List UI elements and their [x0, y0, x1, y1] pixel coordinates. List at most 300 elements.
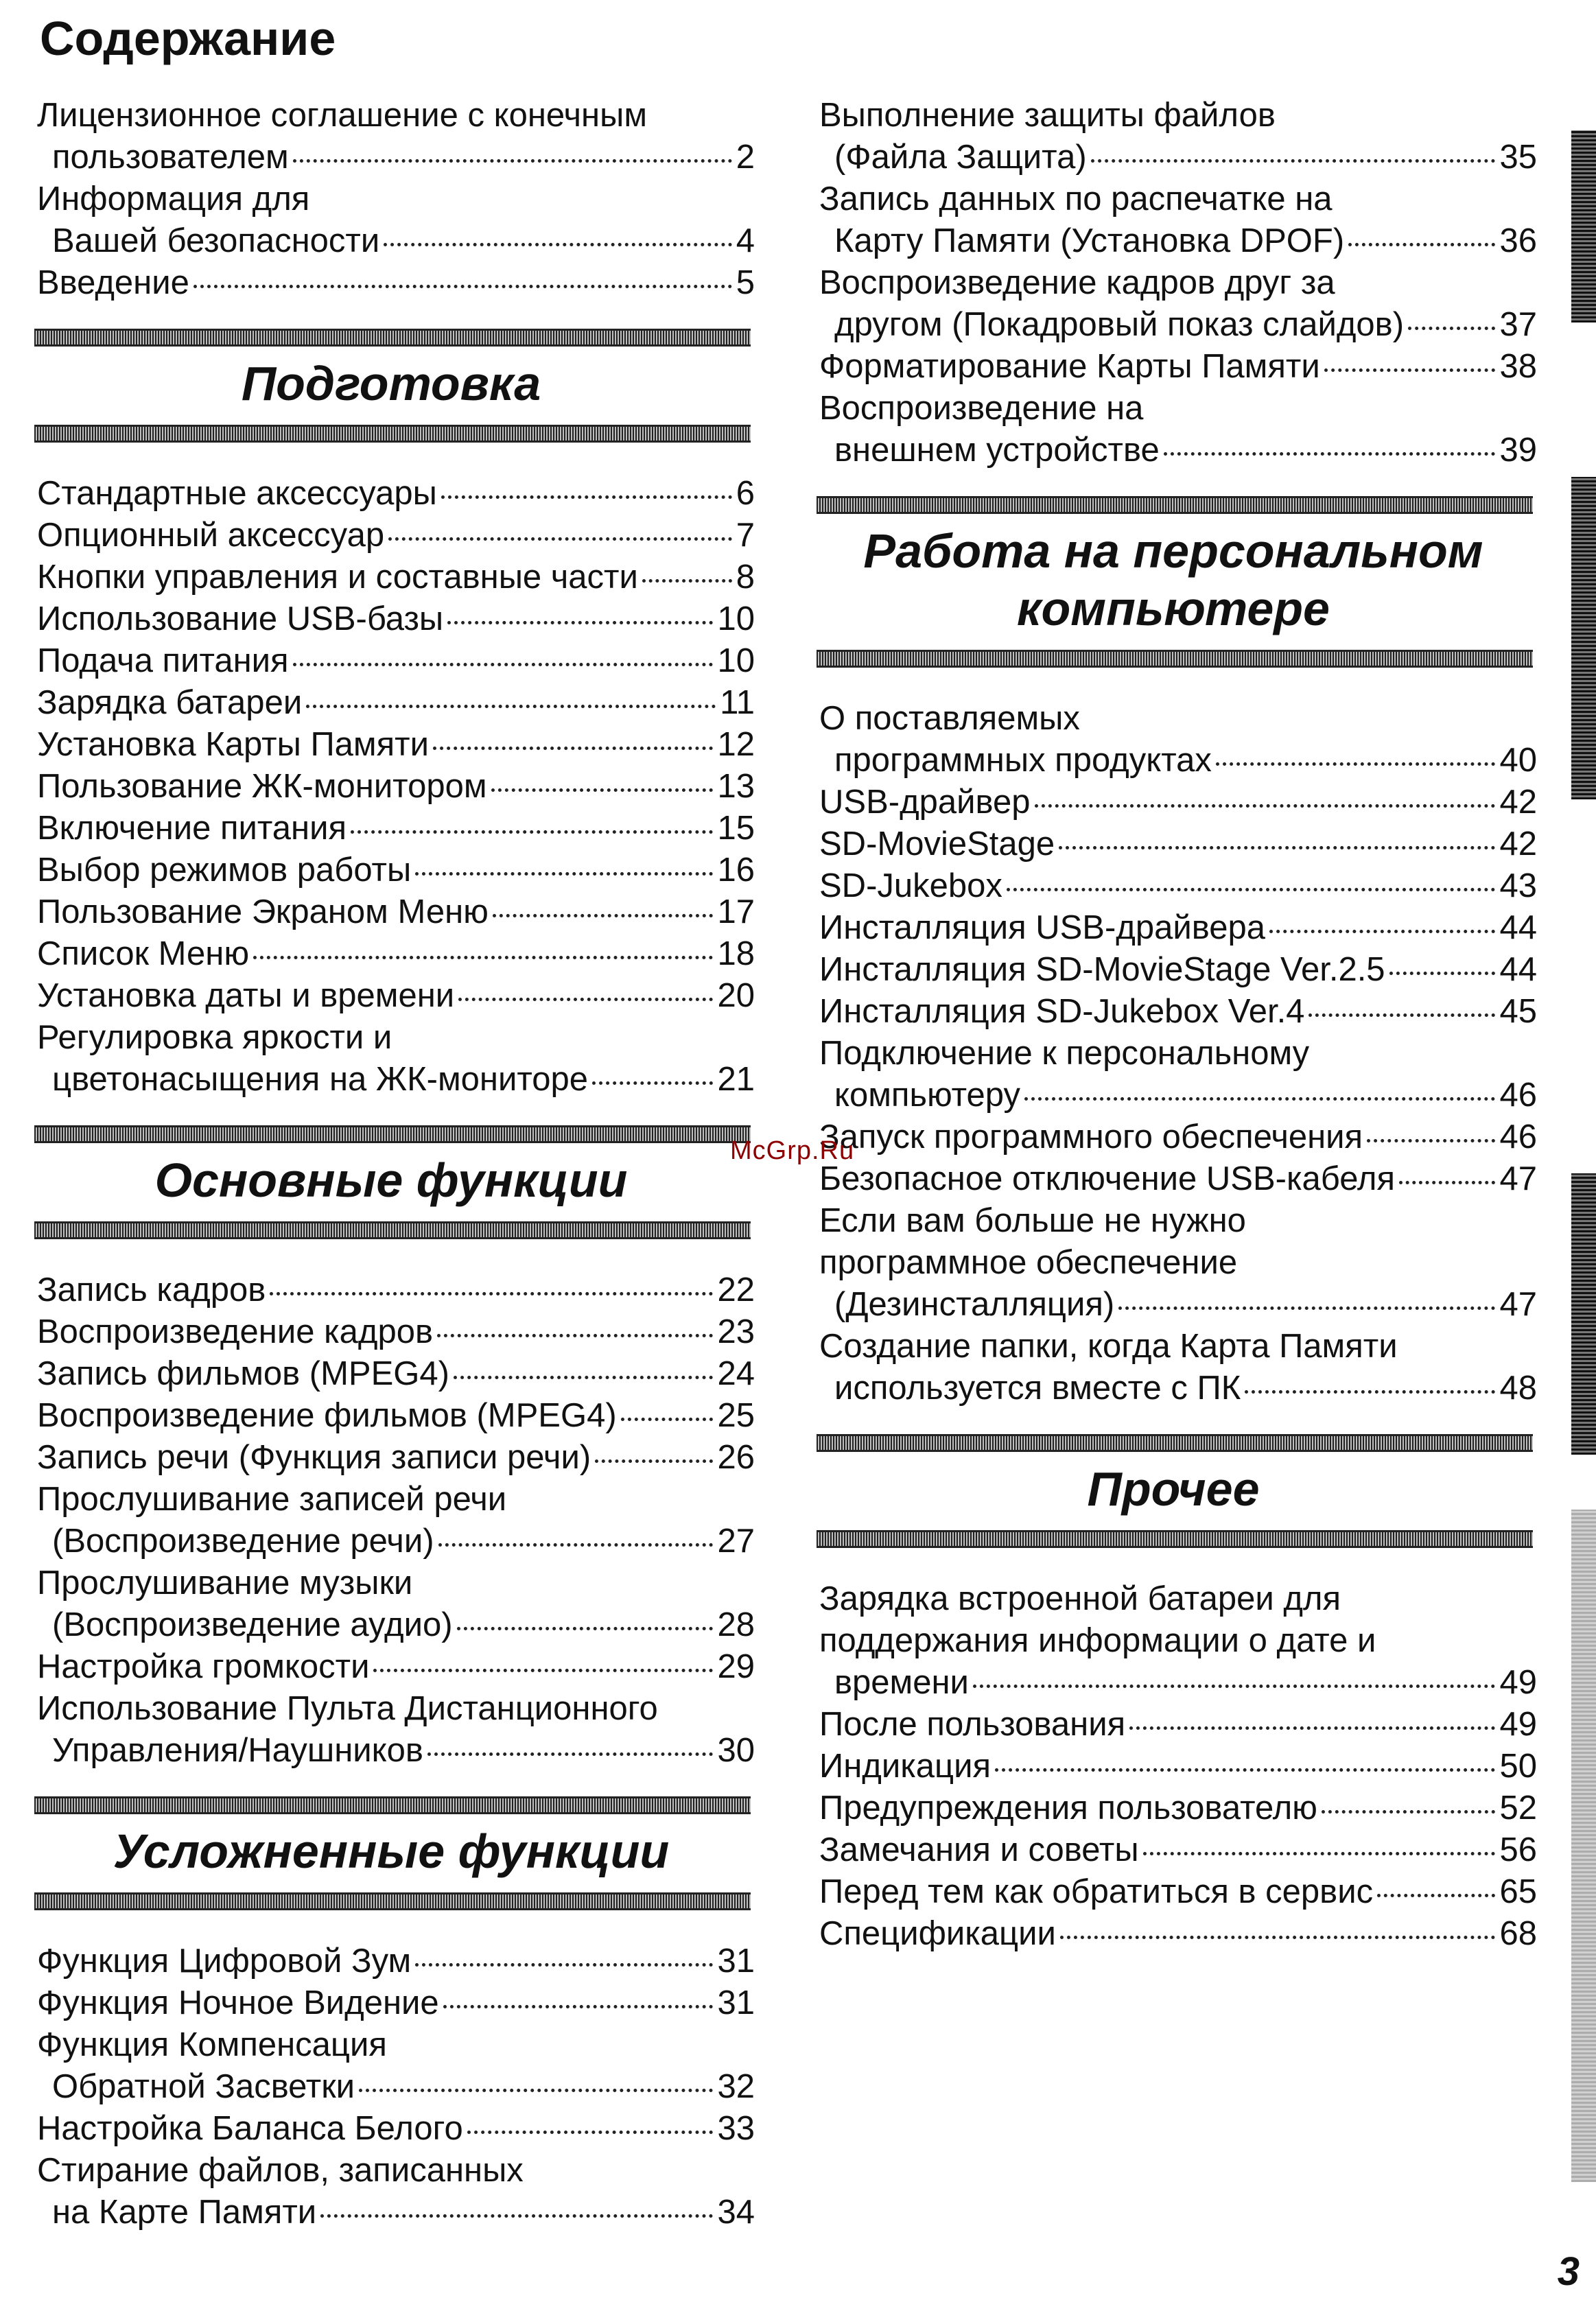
dot-leader	[359, 2089, 713, 2092]
toc-entry-row	[810, 304, 1537, 346]
toc-entry[interactable]	[27, 891, 755, 933]
toc-entry-row	[810, 137, 1537, 178]
toc-entry-title: USB-драйвер	[819, 784, 1031, 821]
dot-leader	[1035, 804, 1496, 808]
section-rule-bottom	[817, 650, 1533, 668]
toc-entry-title: (Воспроизведение речи)	[52, 1523, 434, 1560]
dot-leader	[1408, 327, 1495, 330]
dot-leader	[457, 1627, 714, 1630]
watermark: McGrp.Ru	[730, 1136, 855, 1165]
toc-entry-row	[27, 1604, 755, 1646]
dot-leader	[1348, 243, 1495, 246]
toc-entry-row	[810, 430, 1537, 471]
toc-entry-row	[27, 808, 755, 849]
toc-entry-line: Прослушивание музыки	[37, 1564, 413, 1602]
section-rule-top	[817, 496, 1533, 514]
toc-entry-row	[810, 1075, 1537, 1116]
toc-page-number: 44	[1499, 951, 1537, 988]
toc-page-number: 45	[1499, 993, 1537, 1030]
toc-entry[interactable]	[27, 975, 755, 1017]
toc-entry[interactable]	[27, 598, 755, 640]
toc-entry[interactable]	[27, 1395, 755, 1437]
toc-entry[interactable]	[810, 1871, 1537, 1913]
toc-page-number: 35	[1499, 139, 1537, 176]
toc-entry-row	[27, 473, 755, 515]
dot-leader	[595, 1459, 713, 1463]
toc-entry-row	[810, 1158, 1537, 1200]
toc-entry[interactable]	[27, 178, 755, 262]
toc-entry[interactable]	[27, 1562, 755, 1646]
dot-leader	[642, 579, 732, 583]
toc-page-number: 44	[1499, 909, 1537, 946]
toc-entry[interactable]	[27, 1437, 755, 1479]
toc-entry-title: используется вместе с ПК	[834, 1370, 1241, 1407]
toc-page-number: 13	[717, 768, 755, 805]
dot-leader	[1059, 846, 1495, 849]
toc-entry-line: Воспроизведение на	[819, 390, 1144, 427]
toc-page-number: 34	[717, 2194, 755, 2231]
toc-page-number: 2	[736, 139, 755, 176]
section-rule-top	[34, 1796, 751, 1814]
dot-leader	[493, 914, 714, 917]
dot-leader	[1399, 1181, 1495, 1184]
toc-page-number: 10	[717, 642, 755, 679]
toc-entry-row	[810, 1787, 1537, 1829]
toc-page-number: 47	[1499, 1286, 1537, 1323]
toc-entry[interactable]	[810, 865, 1537, 907]
toc-entry-row	[810, 1284, 1537, 1326]
dot-leader	[443, 2005, 714, 2008]
toc-entry-title: Выбор режимов работы	[37, 852, 412, 889]
toc-page-number: 18	[717, 935, 755, 972]
toc-page-number: 33	[717, 2110, 755, 2147]
toc-page-number: 17	[717, 893, 755, 930]
toc-entry-title: другом (Покадровый показ слайдов)	[834, 306, 1405, 343]
toc-entry-title: (Файла Защита)	[834, 139, 1087, 176]
toc-page-number: 36	[1499, 222, 1537, 259]
toc-entry-row	[810, 907, 1537, 949]
toc-entry[interactable]	[810, 991, 1537, 1033]
toc-entry-line: Функция Компенсация	[37, 2026, 387, 2063]
toc-page-number: 31	[717, 1984, 755, 2021]
toc-page-number: 4	[736, 222, 755, 259]
toc-entry[interactable]	[810, 1116, 1537, 1158]
toc-entry-line: Информация для	[37, 180, 310, 218]
toc-entry-title: Зарядка батареи	[37, 684, 303, 721]
toc-page-number: 32	[717, 2068, 755, 2105]
toc-page-number: 40	[1499, 742, 1537, 779]
toc-entry-row	[810, 1829, 1537, 1871]
toc-entry-title: Функция Цифровой Зум	[37, 1943, 412, 1980]
toc-entry-title: SD-Jukebox	[819, 867, 1002, 904]
toc-entry-row	[810, 1116, 1537, 1158]
toc-entry[interactable]	[810, 823, 1537, 865]
toc-entry-row	[27, 682, 755, 724]
toc-entry-title: Кнопки управления и составные части	[37, 559, 638, 596]
toc-entry-title: Предупреждения пользователю	[819, 1790, 1317, 1827]
toc-entry-line: Выполнение защиты файлов	[819, 97, 1276, 134]
toc-entry[interactable]	[27, 1269, 755, 1311]
toc-entry-row	[27, 724, 755, 766]
dot-leader	[1367, 1139, 1495, 1142]
toc-entry-title: пользователем	[52, 139, 289, 176]
dot-leader	[415, 1963, 713, 1967]
dot-leader	[1324, 368, 1496, 372]
section-rule-bottom	[34, 1221, 751, 1239]
toc-page-number: 68	[1499, 1915, 1537, 1952]
toc-entry[interactable]	[810, 907, 1537, 949]
dot-leader	[1060, 1936, 1496, 1939]
toc-entry-row	[27, 1269, 755, 1311]
toc-entry-title: Настройка громкости	[37, 1648, 370, 1685]
dot-leader	[995, 1768, 1496, 1772]
toc-entry-row	[27, 849, 755, 891]
toc-page-number: 15	[717, 810, 755, 847]
section-rule-bottom	[34, 1892, 751, 1910]
section-rule-bottom	[817, 1530, 1533, 1548]
dot-leader	[458, 998, 713, 1001]
dot-leader	[1091, 159, 1496, 163]
dot-leader	[437, 1334, 713, 1337]
toc-entry-title: Безопасное отключение USB-кабеля	[819, 1160, 1396, 1197]
toc-entry-row	[27, 1437, 755, 1479]
dot-leader	[193, 285, 732, 288]
toc-entry[interactable]	[27, 682, 755, 724]
toc-entry[interactable]	[810, 1704, 1537, 1746]
toc-entry-title: Спецификации	[819, 1915, 1056, 1952]
toc-entry-title: Перед тем как обратиться в сервис	[819, 1873, 1374, 1910]
toc-entry-title: Инсталляция SD-Jukebox Ver.4	[819, 993, 1305, 1030]
toc-entry-title: Воспроизведение фильмов (MPEG4)	[37, 1397, 617, 1434]
dot-leader	[1389, 972, 1496, 975]
dot-leader	[1118, 1306, 1495, 1310]
toc-entry-title: компьютеру	[834, 1077, 1021, 1114]
toc-entry[interactable]	[810, 178, 1537, 262]
toc-page-number: 56	[1499, 1831, 1537, 1868]
toc-entry-title: SD-MovieStage	[819, 825, 1055, 863]
toc-entry[interactable]	[27, 1688, 755, 1772]
dot-leader	[973, 1685, 1496, 1688]
dot-leader	[447, 621, 713, 624]
toc-entry-title: внешнем устройстве	[834, 432, 1160, 469]
toc-entry-title: Подача питания	[37, 642, 289, 679]
page-title: Содержание	[40, 12, 336, 65]
toc-page-number: 46	[1499, 1118, 1537, 1156]
dot-leader	[270, 1292, 713, 1295]
toc-entry-row	[810, 346, 1537, 388]
toc-entry-row	[27, 891, 755, 933]
toc-page-number: 48	[1499, 1370, 1537, 1407]
page-number: 3	[1557, 2249, 1580, 2294]
toc-entry-row	[27, 1395, 755, 1437]
toc-entry[interactable]	[810, 1913, 1537, 1955]
toc-entry-row	[810, 740, 1537, 782]
toc-entry-title: Запись кадров	[37, 1271, 266, 1309]
toc-entry[interactable]	[27, 1311, 755, 1353]
toc-entry-row	[27, 640, 755, 682]
toc-page-number: 5	[736, 264, 755, 301]
toc-page-number: 47	[1499, 1160, 1537, 1197]
toc-entry[interactable]	[27, 2024, 755, 2108]
dot-leader	[441, 495, 732, 499]
toc-entry-row	[27, 556, 755, 598]
toc-entry-row	[810, 220, 1537, 262]
toc-entry-row	[27, 933, 755, 975]
dot-leader	[306, 705, 716, 708]
toc-entry-title: Индикация	[819, 1748, 991, 1785]
toc-entry-row	[27, 975, 755, 1017]
toc-entry-title: Использование USB-базы	[37, 600, 444, 637]
toc-entry-title: Воспроизведение кадров	[37, 1313, 433, 1350]
toc-entry-title: Включение питания	[37, 810, 347, 847]
toc-page-number: 8	[736, 559, 755, 596]
section-tab-marker	[1571, 477, 1596, 799]
toc-entry-line: программное обеспечение	[819, 1244, 1238, 1281]
toc-entry-title: Вашей безопасности	[52, 222, 380, 259]
dot-leader	[1007, 888, 1496, 891]
toc-entry-row	[27, 2108, 755, 2150]
toc-entry[interactable]	[27, 1479, 755, 1562]
dot-leader	[293, 159, 732, 163]
dot-leader	[467, 2131, 714, 2134]
dot-leader	[438, 1543, 714, 1547]
section-heading: Основные функции	[154, 1153, 628, 1207]
toc-page-number: 22	[717, 1271, 755, 1309]
dot-leader	[1216, 762, 1496, 766]
toc-page-number: 12	[717, 726, 755, 763]
toc-entry-row	[27, 2066, 755, 2108]
toc-page-number: 42	[1499, 784, 1537, 821]
toc-entry-title: Установка Карты Памяти	[37, 726, 429, 763]
dot-leader	[1309, 1013, 1495, 1017]
toc-entry[interactable]	[27, 1982, 755, 2024]
toc-entry[interactable]	[27, 933, 755, 975]
toc-entry[interactable]	[810, 262, 1537, 346]
toc-entry[interactable]	[810, 782, 1537, 823]
toc-entry[interactable]	[810, 1200, 1537, 1326]
section-header	[27, 1796, 755, 1910]
toc-entry-title: времени	[834, 1664, 969, 1701]
dot-leader	[1269, 930, 1495, 933]
section-heading: Усложненные функции	[113, 1825, 670, 1878]
toc-page-number: 28	[717, 1606, 755, 1643]
toc-entry-row	[810, 1704, 1537, 1746]
toc-entry[interactable]	[27, 1940, 755, 1982]
toc-entry-title: Карту Памяти (Установка DPOF)	[834, 222, 1345, 259]
toc-entry-title: Настройка Баланса Белого	[37, 2110, 463, 2147]
section-rule-bottom	[34, 425, 751, 443]
dot-leader	[373, 1669, 713, 1672]
toc-entry[interactable]	[27, 1353, 755, 1395]
toc-entry-row	[27, 1940, 755, 1982]
dot-leader	[1143, 1852, 1496, 1855]
toc-entry[interactable]	[810, 1033, 1537, 1116]
toc-entry[interactable]	[27, 1646, 755, 1688]
toc-entry-title: на Карте Памяти	[52, 2194, 317, 2231]
toc-entry-line: Создание папки, когда Карта Памяти	[819, 1328, 1398, 1365]
toc-page-number: 46	[1499, 1077, 1537, 1114]
toc-entry-row	[810, 865, 1537, 907]
dot-leader	[621, 1418, 714, 1421]
toc-entry[interactable]	[810, 698, 1537, 782]
toc-entry-line: Лицензионное соглашение с конечным	[37, 97, 648, 134]
toc-entry-row	[27, 1353, 755, 1395]
toc-entry[interactable]	[810, 388, 1537, 471]
toc-entry[interactable]	[27, 808, 755, 849]
toc-entry-title: Список Меню	[37, 935, 250, 972]
toc-page-number: 37	[1499, 306, 1537, 343]
toc-entry[interactable]	[27, 766, 755, 808]
toc-entry-line: поддержания информации о дате и	[819, 1622, 1376, 1659]
toc-entry[interactable]	[27, 724, 755, 766]
toc-page-number: 29	[717, 1648, 755, 1685]
dot-leader	[388, 537, 732, 541]
section-tab-marker	[1571, 130, 1596, 322]
toc-entry[interactable]	[27, 262, 755, 304]
toc-page-number: 50	[1499, 1748, 1537, 1785]
toc-entry-line: Зарядка встроенной батареи для	[819, 1580, 1341, 1617]
toc-entry[interactable]	[27, 640, 755, 682]
toc-entry-row	[810, 1871, 1537, 1913]
toc-entry-title: цветонасыщения на ЖК-мониторе	[52, 1061, 588, 1098]
toc-entry[interactable]	[810, 1829, 1537, 1871]
toc-entry-line: Если вам больше не нужно	[819, 1202, 1246, 1239]
toc-entry-row	[810, 823, 1537, 865]
toc-entry-row	[27, 2192, 755, 2233]
toc-entry-title: Запись речи (Функция записи речи)	[37, 1439, 591, 1476]
toc-page-number: 38	[1499, 348, 1537, 385]
toc-page-number: 16	[717, 852, 755, 889]
toc-entry[interactable]	[810, 1326, 1537, 1409]
toc-entry-line: Воспроизведение кадров друг за	[819, 264, 1335, 301]
section-header	[810, 1434, 1537, 1548]
toc-entry-title: (Дезинсталляция)	[834, 1286, 1115, 1323]
toc-page-number: 65	[1499, 1873, 1537, 1910]
toc-entry-row	[27, 1982, 755, 2024]
dot-leader	[293, 663, 714, 666]
toc-entry-title: Инсталляция USB-драйвера	[819, 909, 1265, 946]
dot-leader	[351, 830, 713, 834]
dot-leader	[320, 2214, 713, 2218]
toc-entry[interactable]	[27, 849, 755, 891]
toc-page-number: 49	[1499, 1664, 1537, 1701]
toc-page-number: 11	[720, 684, 755, 721]
toc-page-number: 21	[717, 1061, 755, 1098]
toc-entry-row	[810, 991, 1537, 1033]
toc-entry-title: Инсталляция SD-MovieStage Ver.2.5	[819, 951, 1385, 988]
toc-entry[interactable]	[810, 1787, 1537, 1829]
toc-entry[interactable]	[27, 2108, 755, 2150]
toc-entry-row	[810, 949, 1537, 991]
toc-entry-line: Регулировка яркости и	[37, 1019, 392, 1056]
section-heading: Подготовка	[241, 357, 541, 410]
toc-entry[interactable]	[810, 1578, 1537, 1704]
toc-entry-row	[810, 1746, 1537, 1787]
section-header	[27, 1125, 755, 1239]
toc-entry-row	[27, 1730, 755, 1772]
dot-leader	[384, 243, 731, 246]
dot-leader	[415, 872, 713, 876]
toc-page-number: 31	[717, 1943, 755, 1980]
toc-entry-line: Запись данных по распечатке на	[819, 180, 1333, 218]
toc-entry-title: Запуск программного обеспечения	[819, 1118, 1363, 1156]
toc-entry[interactable]	[27, 2150, 755, 2233]
toc-entry-title: Управления/Наушников	[52, 1732, 423, 1769]
toc-entry-line: Прослушивание записей речи	[37, 1481, 507, 1518]
toc-entry[interactable]	[810, 1158, 1537, 1200]
toc-entry[interactable]	[810, 949, 1537, 991]
section-header	[27, 329, 755, 443]
toc-entry-row	[27, 1521, 755, 1562]
section-heading: Прочее	[1087, 1462, 1260, 1516]
dot-leader	[1245, 1390, 1495, 1394]
toc-entry[interactable]	[810, 95, 1537, 178]
toc-page-number: 24	[717, 1355, 755, 1392]
toc-entry-title: Пользование ЖК-монитором	[37, 768, 487, 805]
toc-entry[interactable]	[810, 346, 1537, 388]
toc-entry-line: Использование Пульта Дистанционного	[37, 1690, 658, 1727]
toc-page-number: 10	[717, 600, 755, 637]
toc-entry-row	[810, 1913, 1537, 1955]
toc-entry-row	[27, 598, 755, 640]
toc-entry-row	[810, 1662, 1537, 1704]
dot-leader	[454, 1376, 714, 1379]
toc-entry-title: (Воспроизведение аудио)	[52, 1606, 453, 1643]
toc-entry[interactable]	[27, 95, 755, 178]
section-rule-top	[34, 1125, 751, 1143]
toc-entry[interactable]	[810, 1746, 1537, 1787]
dot-leader	[1129, 1726, 1495, 1730]
dot-leader	[1024, 1097, 1495, 1101]
toc-entry-row	[27, 1311, 755, 1353]
toc-entry[interactable]	[27, 556, 755, 598]
toc-entry-row	[27, 262, 755, 304]
toc-entry-line: О поставляемых	[819, 700, 1080, 737]
toc-entry-line: Подключение к персональному	[819, 1035, 1310, 1072]
toc-entry-title: Замечания и советы	[819, 1831, 1139, 1868]
toc-right-column	[810, 95, 1537, 1955]
toc-entry-line: Стирание файлов, записанных	[37, 2152, 524, 2189]
toc-entry-title: программных продуктах	[834, 742, 1212, 779]
toc-page-number: 6	[736, 475, 755, 512]
toc-entry-row	[27, 1059, 755, 1101]
toc-entry-row	[27, 1646, 755, 1688]
toc-entry-row	[27, 766, 755, 808]
dot-leader	[427, 1752, 714, 1756]
toc-entry-row	[810, 1368, 1537, 1409]
dot-leader	[491, 788, 714, 792]
section-rule-top	[34, 329, 751, 347]
toc-left-column	[27, 95, 755, 2233]
dot-leader	[1322, 1810, 1496, 1814]
section-header	[810, 496, 1537, 668]
toc-entry-title: Обратной Засветки	[52, 2068, 355, 2105]
toc-page-number: 23	[717, 1313, 755, 1350]
toc-entry-title: Форматирование Карты Памяти	[819, 348, 1320, 385]
toc-entry[interactable]	[27, 473, 755, 515]
toc-entry-title: Запись фильмов (MPEG4)	[37, 1355, 449, 1392]
dot-leader	[253, 956, 713, 959]
toc-entry-row	[27, 220, 755, 262]
toc-entry[interactable]	[27, 515, 755, 556]
section-tab-marker	[1571, 1510, 1596, 2182]
toc-page-number: 49	[1499, 1706, 1537, 1743]
toc-page-number: 30	[717, 1732, 755, 1769]
toc-entry-title: Пользование Экраном Меню	[37, 893, 489, 930]
toc-entry[interactable]	[27, 1017, 755, 1101]
toc-page-number: 52	[1499, 1790, 1537, 1827]
toc-entry-row	[810, 782, 1537, 823]
